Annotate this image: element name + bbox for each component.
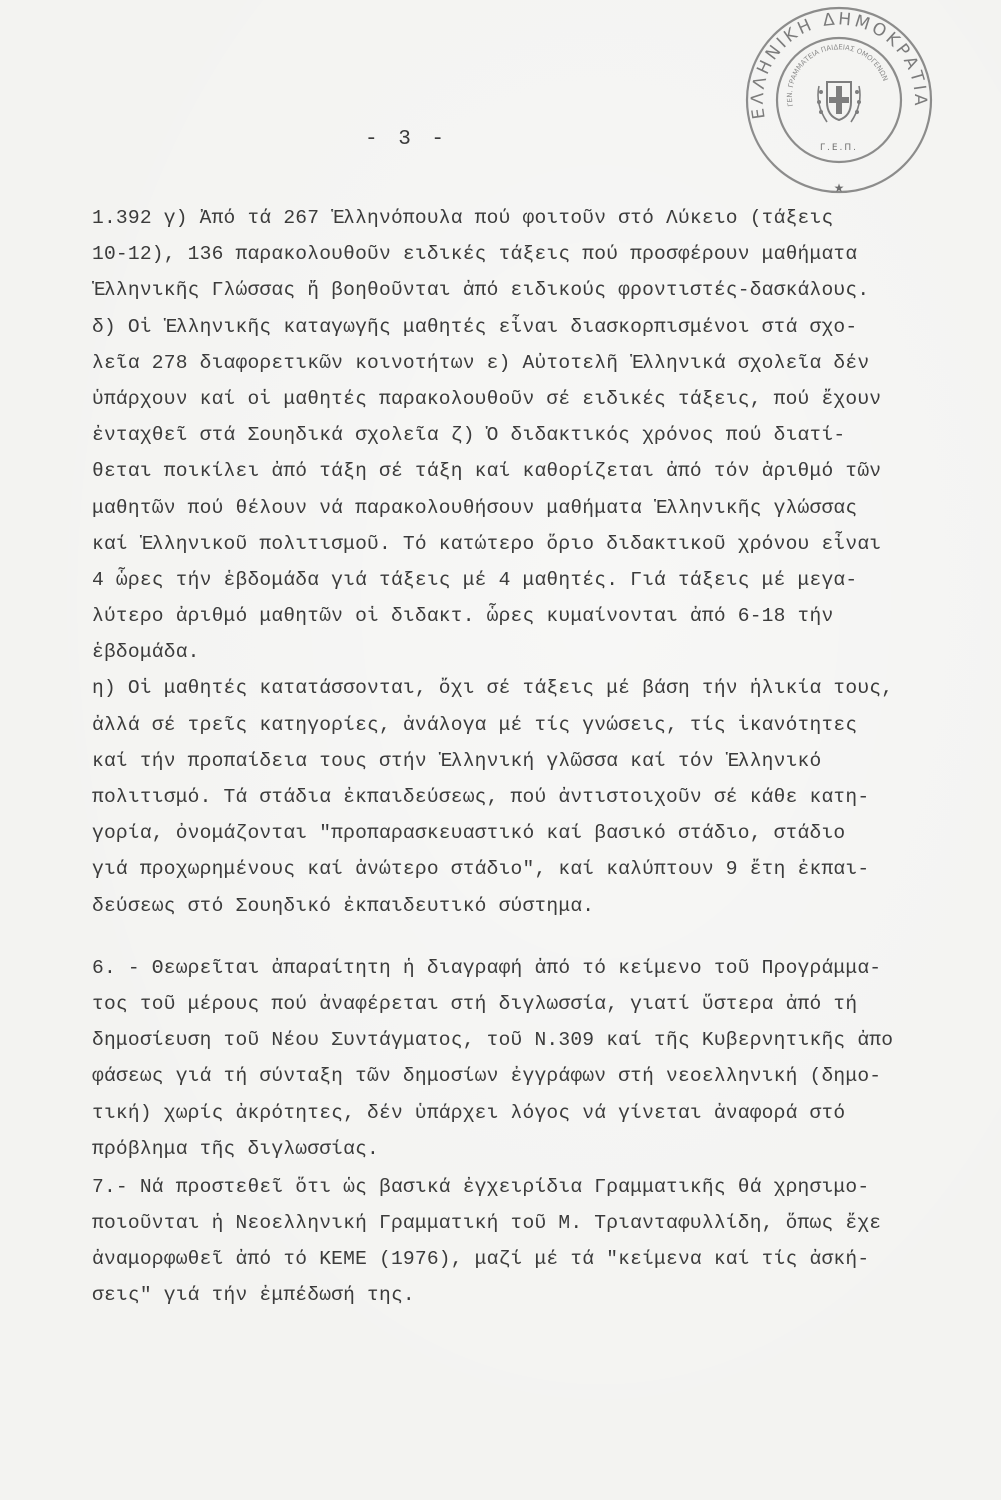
text-line: 7.- Νά προστεθεῖ ὅτι ὡς βασικά ἐγχειρίδια Γραμματικῆς θά χρησιμο-: [92, 1175, 870, 1198]
text-line: ἐνταχθεῖ στά Σουηδικά σχολεῖα ζ) Ὁ διδακτικός χρόνος πού διατί-: [92, 424, 846, 447]
text-line: 10-12), 136 παρακολουθοῦν ειδικές τάξεις πού προσφέρουν μαθήματα: [92, 243, 858, 266]
text-line: 6. - Θεωρεῖται ἀπαραίτητη ἡ διαγραφή ἀπό τό κείμενο τοῦ Προγράμμα-: [92, 956, 882, 979]
official-stamp-seal: [735, 0, 941, 200]
text-line: πρόβλημα τῆς διγλωσσίας.: [92, 1137, 379, 1160]
text-line: δεύσεως στό Σουηδικό ἐκπαιδευτικό σύστημα.: [92, 894, 595, 917]
stamp-bottom-text: Γ.Ε.Π.: [819, 143, 859, 153]
text-line: λεῖα 278 διαφορετικῶν κοινοτήτων ε) Αὐτοτελῆ Ἑλληνικά σχολεῖα δέν: [92, 351, 870, 374]
text-line: πολιτισμό. Τά στάδια ἐκπαιδεύσεως, πού ἀντιστοιχοῦν σέ κάθε κατη-: [92, 786, 870, 808]
text-line: 4 ὧρες τήν ἑβδομάδα γιά τάξεις μέ 4 μαθητές. Γιά τάξεις μέ μεγα-: [92, 568, 858, 591]
star-icon: ★: [833, 181, 845, 195]
text-line: γορία, ὀνομάζονται "προπαρασκευαστικό καί βασικό στάδιο, στάδιο: [92, 822, 846, 845]
text-line: δημοσίευση τοῦ Νέου Συντάγματος, τοῦ Ν.309 καί τῆς Κυβερνητικῆς ἀπο: [92, 1029, 894, 1052]
text-line: ἀναμορφωθεῖ ἀπό τό ΚΕΜΕ (1976), μαζί μέ τά "κείμενα καί τίς ἀσκή-: [92, 1248, 870, 1271]
text-line: ἀλλά σέ τρεῖς κατηγορίες, ἀνάλογα μέ τίς γνώσεις, τίς ἱκανότητες: [92, 713, 858, 736]
text-line: δ) Οἱ Ἑλληνικῆς καταγωγῆς μαθητές εἶναι διασκορπισμένοι στά σχο-: [92, 315, 858, 338]
text-line: θεται ποικίλει ἀπό τάξη σέ τάξη καί καθορίζεται ἀπό τόν ἀριθμό τῶν: [92, 460, 882, 483]
text-line: τος τοῦ μέρους πού ἀναφέρεται στή διγλωσσία, γιατί ὕστερα ἀπό τή: [92, 992, 858, 1015]
text-line: τική) χωρίς ἀκρότητες, δέν ὑπάρχει λόγος νά γίνεται ἀναφορά στό: [92, 1101, 846, 1124]
stamp-inner-text: ΓΕΝ. ΓΡΑΜΜΑΤΕΙΑ ΠΑΙΔΕΙΑΣ ΟΜΟΓΕΝΩΝ: [785, 43, 890, 108]
stamp-outer-text: ΕΛΛΗΝΙΚΗ ΔΗΜΟΚΡΑΤΙΑ: [747, 9, 931, 121]
page-number: - 3 -: [365, 128, 449, 151]
text-line: φάσεως γιά τή σύνταξη τῶν δημοσίων ἐγγράφων στή νεοελληνική (δημο-: [92, 1065, 882, 1088]
text-line: σεις" γιά τήν ἐμπέδωσή της.: [92, 1284, 415, 1307]
text-line: ὑπάρχουν καί οἱ μαθητές παρακολουθοῦν σέ ειδικές τάξεις, πού ἔχουν: [92, 387, 882, 410]
greek-coat-of-arms-icon: [817, 82, 861, 122]
text-line: καί Ἑλληνικοῦ πολιτισμοῦ. Τό κατώτερο ὅριο διδακτικοῦ χρόνου εἶναι: [92, 532, 882, 555]
text-line: ποιοῦνται ἡ Νεοελληνική Γραμματική τοῦ Μ. Τριανταφυλλίδη, ὅπως ἔχε: [92, 1212, 882, 1235]
stamp-graphic: [735, 0, 941, 200]
document-body: [92, 200, 972, 1314]
text-line: γιά προχωρημένους καί ἀνώτερο στάδιο", καί καλύπτουν 9 ἔτη ἐκπαι-: [92, 858, 870, 881]
section-g-to-h: [92, 200, 972, 924]
text-line: μαθητῶν πού θέλουν νά παρακολουθήσουν μαθήματα Ἑλληνικῆς γλώσσας: [92, 496, 858, 519]
paragraph-7: [92, 1169, 972, 1314]
text-line: Ἑλληνικῆς Γλώσσας ἤ βοηθοῦνται ἀπό ειδικούς φροντιστές-δασκάλους.: [92, 279, 870, 302]
text-line: η) Οἱ μαθητές κατατάσσονται, ὄχι σέ τάξεις μέ βάση τήν ἡλικία τους,: [92, 677, 894, 700]
text-line: λύτερο ἀριθμό μαθητῶν οἱ διδακτ. ὧρες κυμαίνονται ἀπό 6-18 τήν: [92, 605, 834, 628]
paragraph-6: [92, 950, 972, 1167]
text-line: καί τήν προπαίδεια τους στήν Ἑλληνική γλῶσσα καί τόν Ἑλληνικό: [92, 749, 822, 772]
text-line: 1.392 γ) Ἀπό τά 267 Ἑλληνόπουλα πού φοιτοῦν στό Λύκειο (τάξεις: [92, 207, 834, 229]
text-line: ἑβδομάδα.: [92, 641, 200, 664]
